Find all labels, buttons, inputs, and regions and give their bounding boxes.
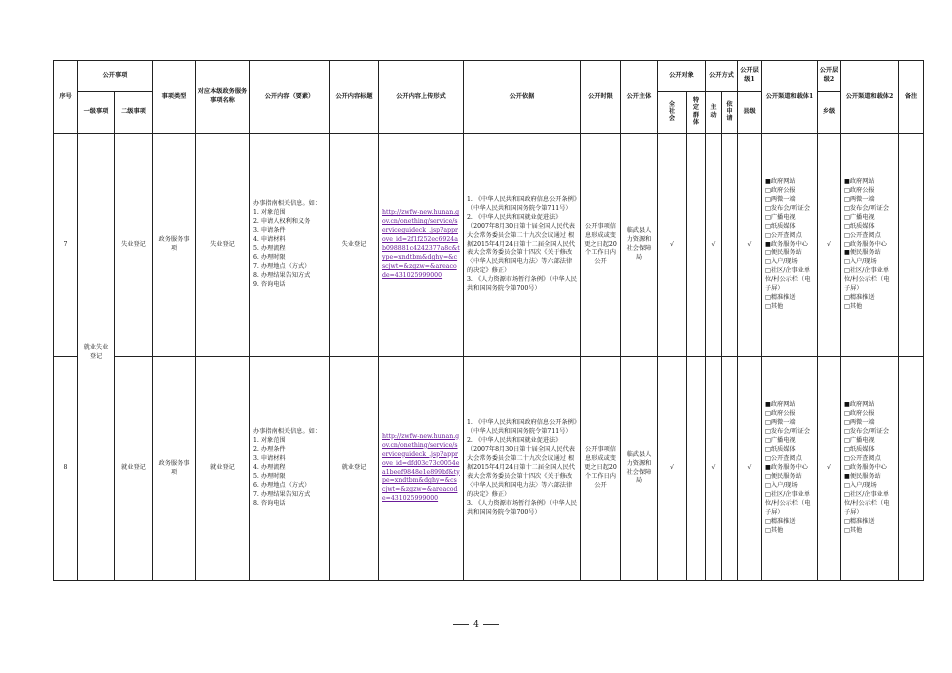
list-item: 2. 办理条件 <box>253 446 286 454</box>
list-item: □两微一端 <box>765 195 796 203</box>
header-basis: 公开依据 <box>464 61 581 134</box>
row-content <box>250 357 330 581</box>
page-footer <box>0 620 952 630</box>
row-target-group <box>687 357 706 581</box>
row-upload-link[interactable] <box>379 134 464 357</box>
header-method-active: 主动 <box>706 92 722 134</box>
header-layer1: 公开层级1 <box>738 61 762 92</box>
row-subject: 临武县人力资源和社会保障局 <box>621 134 658 357</box>
row-channel1 <box>762 357 818 581</box>
list-item: □其他 <box>765 303 784 311</box>
list-item: ■政务服务中心 <box>765 464 808 471</box>
header-layer1-county: 县级 <box>738 92 762 134</box>
list-item: □发布会/听证会 <box>765 428 811 436</box>
list-item: 3. 《人力资源市场暂行条例》（中华人民共和国国务院令第700号） <box>467 499 577 516</box>
header-target-group: 特定群体 <box>687 92 706 134</box>
row-basis <box>464 357 581 581</box>
list-item: 9. 咨询电话 <box>253 280 286 288</box>
list-item: ■政务服务中心 <box>765 240 808 248</box>
list-item: □发布会/听证会 <box>844 428 890 436</box>
list-item: 3. 《人力资源市场暂行条例》（中华人民共和国国务院令第700号） <box>467 276 577 293</box>
header-layer2-town: 乡级 <box>818 92 841 134</box>
list-item: 3. 申请条件 <box>253 227 286 235</box>
list-item: □其他 <box>844 303 863 311</box>
list-item: 3. 申请材料 <box>253 455 286 463</box>
list-item: □广播电视 <box>844 213 875 221</box>
list-item: 5. 办理时限 <box>253 472 286 480</box>
list-item: □发布会/听证会 <box>765 204 811 212</box>
list-item: □两微一端 <box>765 419 796 427</box>
list-item: 7. 办理结果告知方式 <box>253 490 311 498</box>
list-item: □便民服务站 <box>765 472 802 480</box>
row-method-apply <box>722 134 738 357</box>
header-time-limit: 公开时限 <box>581 61 621 134</box>
list-item: ■便民服务站 <box>844 249 881 257</box>
list-item: □入户/现场 <box>765 258 798 266</box>
list-item: □入户/现场 <box>844 481 877 489</box>
list-item: □社区/企事业单位/村公示栏（电子屏） <box>844 267 890 293</box>
row-time-limit: 公开事项信息形成或变更之日起20个工作日内公开 <box>581 134 621 357</box>
list-item: □纸质媒体 <box>765 222 796 230</box>
list-item: □两微一端 <box>844 419 875 427</box>
header-layer2: 公开层级2 <box>818 61 841 92</box>
row-level2: 就业登记 <box>115 357 153 581</box>
row-target-all: √ <box>658 134 687 357</box>
header-item-type: 事项类型 <box>153 61 196 134</box>
list-item: □精准推送 <box>844 294 875 302</box>
list-item: □社区/企事业单位/村公示栏（电子屏） <box>765 490 811 516</box>
list-item: 4. 办理流程 <box>253 464 286 471</box>
header-subject: 公开主体 <box>621 61 658 134</box>
row-target-all: √ <box>658 357 687 581</box>
list-item: □两微一端 <box>844 195 875 203</box>
list-item: □其他 <box>844 526 863 534</box>
service-guide-link[interactable]: http://zwfw-new.hunan.gov.cn/onething/service/serviceguideck_.jsp?approve_id=dfd03c73c0054ea1beef9848e1e899bf&type=xndtbm&dghy=&cscjwt=&zgzw=&areacode=431025999000 <box>382 432 460 503</box>
header-remark: 备注 <box>899 61 924 134</box>
group-level1: 就业失业登记 <box>78 134 115 581</box>
list-item: □便民服务站 <box>765 249 802 257</box>
list-item: □纸质媒体 <box>765 446 796 454</box>
list-item: ■政府网站 <box>765 401 796 409</box>
list-item: □入户/现场 <box>844 258 877 266</box>
row-channel1 <box>762 134 818 357</box>
list-item: □广播电视 <box>765 213 796 221</box>
list-item: □纸质媒体 <box>844 222 875 230</box>
row-content <box>250 134 330 357</box>
list-item: ■政府网站 <box>765 177 796 185</box>
header-channel1: 公开渠道和载体1 <box>762 61 818 134</box>
list-item: □发布会/听证会 <box>844 204 890 212</box>
row-remark <box>899 357 924 581</box>
row-layer2-town: √ <box>818 134 841 357</box>
list-item: 1. 《中华人民共和国政府信息公开条例》（中华人民共和国国务院令第711号） <box>467 195 577 212</box>
row-layer2-town: √ <box>818 357 841 581</box>
header-public-items: 公开事项 <box>78 61 153 92</box>
list-item: 8. 办理结果告知方式 <box>253 271 311 279</box>
list-item: 8. 咨询电话 <box>253 499 286 507</box>
page-number: 4 <box>473 620 479 630</box>
list-item: □纸质媒体 <box>844 446 875 454</box>
table-row <box>54 357 924 581</box>
list-item: □政府公报 <box>765 410 796 418</box>
list-item: □政府公报 <box>844 410 875 418</box>
row-method-active: √ <box>706 134 722 357</box>
list-item: ■政府网站 <box>844 401 875 409</box>
list-item: □精准推送 <box>765 294 796 302</box>
list-item: ■政府网站 <box>844 177 875 185</box>
list-item: □公开查阅点 <box>765 231 802 239</box>
header-content: 公开内容（要素） <box>250 61 330 134</box>
list-item: □政府公报 <box>844 186 875 194</box>
list-item: □政务服务中心 <box>844 240 887 248</box>
list-item: □政府公报 <box>765 186 796 194</box>
header-seq: 序号 <box>54 61 78 134</box>
list-item: 办事指南相关信息。如： <box>253 200 322 208</box>
row-remark <box>899 134 924 357</box>
row-basis <box>464 134 581 357</box>
header-channel2: 公开渠道和载体2 <box>841 61 899 134</box>
list-item: 6. 办理时限 <box>253 253 286 261</box>
row-subject: 临武县人力资源和社会保障局 <box>621 357 658 581</box>
row-target-group <box>687 134 706 357</box>
list-item: □公开查阅点 <box>844 455 881 463</box>
list-item: 办事指南相关信息。如： <box>253 428 322 436</box>
header-content-title: 公开内容标题 <box>330 61 379 134</box>
row-seq: 8 <box>54 357 78 581</box>
list-item: 1. 对象范围 <box>253 437 286 445</box>
row-method-apply <box>722 357 738 581</box>
header-target-all: 全社会 <box>658 92 687 134</box>
list-item: □其他 <box>765 526 784 534</box>
header-upload-form: 公开内容上传形式 <box>379 61 464 134</box>
list-item: 7. 办理地点（方式） <box>253 262 311 270</box>
header-level2: 二级事项 <box>115 92 153 134</box>
list-item: 1. 对象范围 <box>253 209 286 217</box>
row-content-title: 失业登记 <box>330 134 379 357</box>
list-item: □精准推送 <box>765 517 796 525</box>
list-item: □社区/企事业单位/村公示栏（电子屏） <box>765 267 811 293</box>
list-item: □政务服务中心 <box>844 464 887 471</box>
list-item: 2. 《中华人民共和国就业促进法》（2007年8月30日第十届全国人民代表大会常务委员会第二十九次会议通过 根据2015年4月24日第十二届全国人民代表大会常务委员会第十四次《关于修改〈中华人民共和国电力法〉等六部法律的决定》修正） <box>467 437 575 498</box>
list-item: 6. 办理地点（方式） <box>253 481 311 489</box>
list-item: □公开查阅点 <box>765 455 802 463</box>
list-item: □公开查阅点 <box>844 231 881 239</box>
list-item: □广播电视 <box>844 437 875 445</box>
row-time-limit: 公开事项信息形成或变更之日起20个工作日内公开 <box>581 357 621 581</box>
row-channel2 <box>841 134 899 357</box>
list-item: □精准推送 <box>844 517 875 525</box>
row-content-title: 就业登记 <box>330 357 379 581</box>
row-upload-link[interactable] <box>379 357 464 581</box>
row-service-name: 失业登记 <box>196 134 250 357</box>
row-layer1-county: √ <box>738 134 762 357</box>
list-item: 4. 申请材料 <box>253 236 286 244</box>
list-item: 5. 办理流程 <box>253 245 286 252</box>
row-level2: 失业登记 <box>115 134 153 357</box>
document-sheet <box>53 60 923 581</box>
list-item: 2. 《中华人民共和国就业促进法》（2007年8月30日第十届全国人民代表大会常务委员会第二十九次会议通过 根据2015年4月24日第十二届全国人民代表大会常务委员会第十四次《关于修改〈中华人民共和国电力法〉等六部法律的决定》修正） <box>467 213 575 275</box>
row-seq: 7 <box>54 134 78 357</box>
row-layer1-county: √ <box>738 357 762 581</box>
list-item: □广播电视 <box>765 437 796 445</box>
row-item-type: 政务服务事项 <box>153 357 196 581</box>
service-guide-link[interactable]: http://zwfw-new.hunan.gov.cn/onething/service/serviceguideck_.jsp?approve_id=2f1f252ec6924ab098881c4242377a8c&type=xndtbm&dghy=&cscjwt=&zgzw=&areacode=431025999000 <box>382 209 460 279</box>
list-item: □社区/企事业单位/村公示栏（电子屏） <box>844 490 890 516</box>
disclosure-table <box>53 60 924 581</box>
header-service-name: 对应本级政务服务事项名称 <box>196 61 250 134</box>
table-row <box>54 134 924 357</box>
header-target: 公开对象 <box>658 61 706 92</box>
list-item: 2. 申请人权利和义务 <box>253 218 311 226</box>
list-item: ■便民服务站 <box>844 472 881 480</box>
row-service-name: 就业登记 <box>196 357 250 581</box>
header-level1: 一级事项 <box>78 92 115 134</box>
list-item: 1. 《中华人民共和国政府信息公开条例》（中华人民共和国国务院令第711号） <box>467 419 577 436</box>
header-method: 公开方式 <box>706 61 738 92</box>
header-method-apply: 依申请 <box>722 92 738 134</box>
row-channel2 <box>841 357 899 581</box>
row-method-active: √ <box>706 357 722 581</box>
list-item: □入户/现场 <box>765 481 798 489</box>
row-item-type: 政务服务事项 <box>153 134 196 357</box>
